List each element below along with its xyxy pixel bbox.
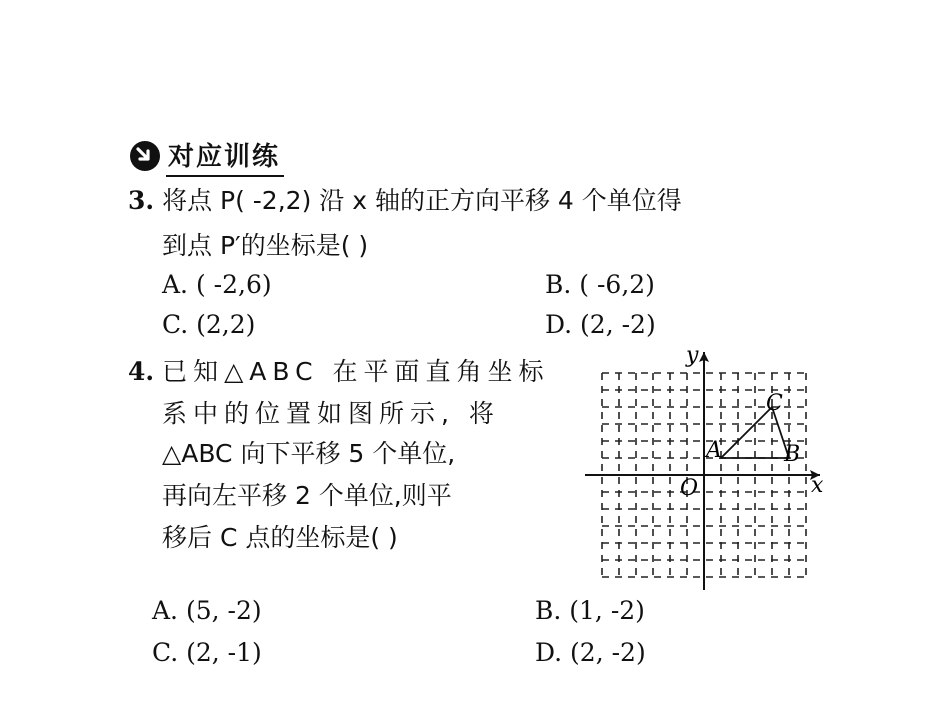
q4-text-line-4: 再向左平移 2 个单位,则平 xyxy=(162,481,452,510)
q3-text-line-1: 将点 P( -2,2) 沿 x 轴的正方向平移 4 个单位得 xyxy=(162,186,682,215)
y-axis-label: y xyxy=(686,343,699,368)
q4-text-line-3: △ABC 向下平移 5 个单位, xyxy=(162,439,456,468)
q3-option-d[interactable]: D. (2, -2) xyxy=(545,310,656,339)
point-c-label: C xyxy=(766,391,783,416)
x-axis-label: x xyxy=(811,473,824,498)
q3-option-b[interactable]: B. ( -6,2) xyxy=(545,270,655,299)
q3-number: 3. xyxy=(128,186,155,215)
arrow-down-right-icon xyxy=(130,141,160,171)
q4-option-c[interactable]: C. (2, -1) xyxy=(152,638,262,667)
point-b-label: B xyxy=(784,442,801,467)
q4-option-d[interactable]: D. (2, -2) xyxy=(535,638,646,667)
section-title: 对应训练 xyxy=(166,136,284,177)
q3-option-a[interactable]: A. ( -2,6) xyxy=(162,270,272,299)
q4-text-line-1: 已知△ABC 在平面直角坐标 xyxy=(162,357,550,386)
point-a-label: A xyxy=(706,438,722,463)
origin-label: O xyxy=(680,476,699,501)
coordinate-figure xyxy=(580,340,830,590)
q3-option-c[interactable]: C. (2,2) xyxy=(162,310,256,339)
axes xyxy=(585,352,820,590)
section-header xyxy=(130,138,284,174)
q4-option-b[interactable]: B. (1, -2) xyxy=(535,596,645,625)
q4-text-line-5: 移后 C 点的坐标是( ) xyxy=(162,523,398,552)
q4-text-line-2: 系中的位置如图所示, 将 xyxy=(162,399,500,428)
q4-line-1 xyxy=(128,352,550,388)
q3-line-1 xyxy=(128,181,682,217)
q3-line-2: 到点 P′的坐标是( ) xyxy=(162,231,369,260)
q4-number: 4. xyxy=(128,357,155,386)
q4-option-a[interactable]: A. (5, -2) xyxy=(152,596,262,625)
